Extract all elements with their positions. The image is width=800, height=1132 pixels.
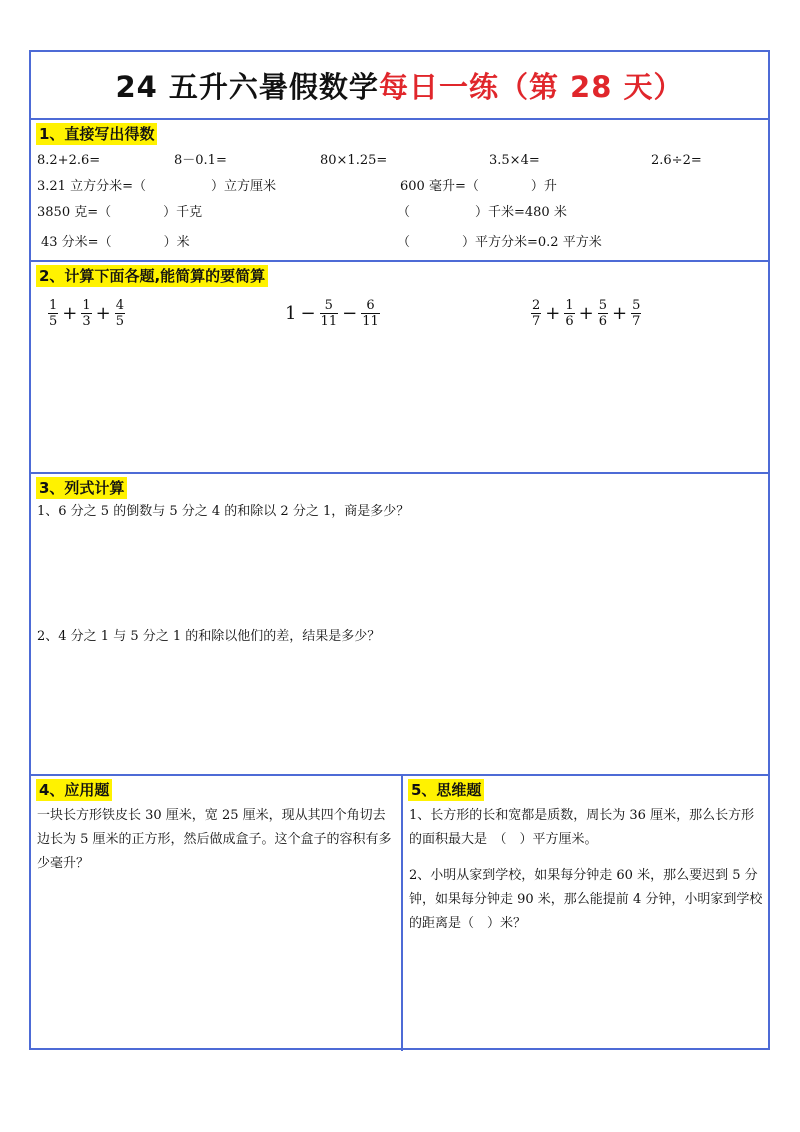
- conversion-item: （ ）千米=480 米: [397, 205, 567, 220]
- calc-item: 3.5×4=: [489, 153, 540, 168]
- section-4-header: 4、应用题: [36, 779, 112, 801]
- column-divider: [401, 775, 403, 1051]
- conversion-item: 600 毫升=（ ）升: [400, 179, 557, 194]
- fraction: $\frac{5}{6}$: [598, 298, 608, 329]
- application-problem: 一块长方形铁皮长 30 厘米，宽 25 厘米，现从其四个角切去边长为 5 厘米的正方形，然后做成盒子。这个盒子的容积有多少毫升？: [37, 808, 392, 871]
- divider: [31, 774, 768, 776]
- question-1: 1、6 分之 5 的倒数与 5 分之 4 的和除以 2 分之 1，商是多少？: [37, 504, 410, 519]
- conversion-item: （ ）平方分米=0.2 平方米: [397, 235, 602, 250]
- conversion-item: 3850 克=（ ）千克: [37, 205, 203, 220]
- title-main: 24 五升六暑假数学: [115, 69, 379, 104]
- conversion-item: 43 分米=（ ）米: [41, 235, 190, 250]
- section-1-header: 1、直接写出得数: [36, 123, 157, 145]
- thinking-question-2: 2、小明从家到学校，如果每分钟走 60 米，那么要迟到 5 分钟，如果每分钟走 90 米，那么能提前 4 分钟，小明家到学校的距离是（ ）米？: [409, 868, 763, 931]
- section-5-header: 5、思维题: [408, 779, 484, 801]
- fraction: $\frac{1}{6}$: [565, 298, 574, 329]
- expression-3: $\frac{2}{7}$ + $\frac{1}{6}$ + $\frac{5}{6}$ + $\frac{5}{7}$: [532, 298, 641, 329]
- section-3-header: 3、列式计算: [36, 477, 127, 499]
- calc-item: 80×1.25=: [320, 153, 388, 168]
- question-2: 2、4 分之 1 与 5 分之 1 的和除以他们的差，结果是多少？: [37, 629, 381, 644]
- fraction: $\frac{2}{7}$: [532, 298, 541, 329]
- divider: [31, 118, 768, 120]
- calc-item: 8.2+2.6=: [37, 153, 101, 168]
- fraction: $\frac{4}{5}$: [115, 298, 125, 329]
- thinking-question-1: 1、长方形的长和宽都是质数，周长为 36 厘米，那么长方形的面积最大是 （ ）平方厘米。: [409, 808, 755, 847]
- page-title: [31, 52, 768, 118]
- title-highlight: 每日一练（第 28 天）: [378, 69, 684, 104]
- section-2-header: 2、计算下面各题,能简算的要简算: [36, 265, 268, 287]
- fraction: $\frac{5}{7}$: [632, 298, 641, 329]
- calc-item: 2.6÷2=: [651, 153, 702, 168]
- expression-1: $\frac{1}{5}$ + $\frac{1}{3}$ + $\frac{4}{5}$: [49, 298, 125, 329]
- worksheet-frame: [29, 50, 770, 1050]
- divider: [31, 472, 768, 474]
- fraction: $\frac{1}{3}$: [82, 298, 91, 329]
- divider: [31, 260, 768, 262]
- fraction: $\frac{1}{5}$: [49, 298, 58, 329]
- calc-item: 8－0.1=: [174, 153, 227, 168]
- fraction: $\frac{6}{11}$: [362, 298, 379, 329]
- conversion-item: 3.21 立方分米=（ ）立方厘米: [37, 179, 276, 194]
- expression-2: 1 − $\frac{5}{11}$ − $\frac{6}{11}$: [285, 298, 379, 329]
- fraction: $\frac{5}{11}$: [320, 298, 338, 329]
